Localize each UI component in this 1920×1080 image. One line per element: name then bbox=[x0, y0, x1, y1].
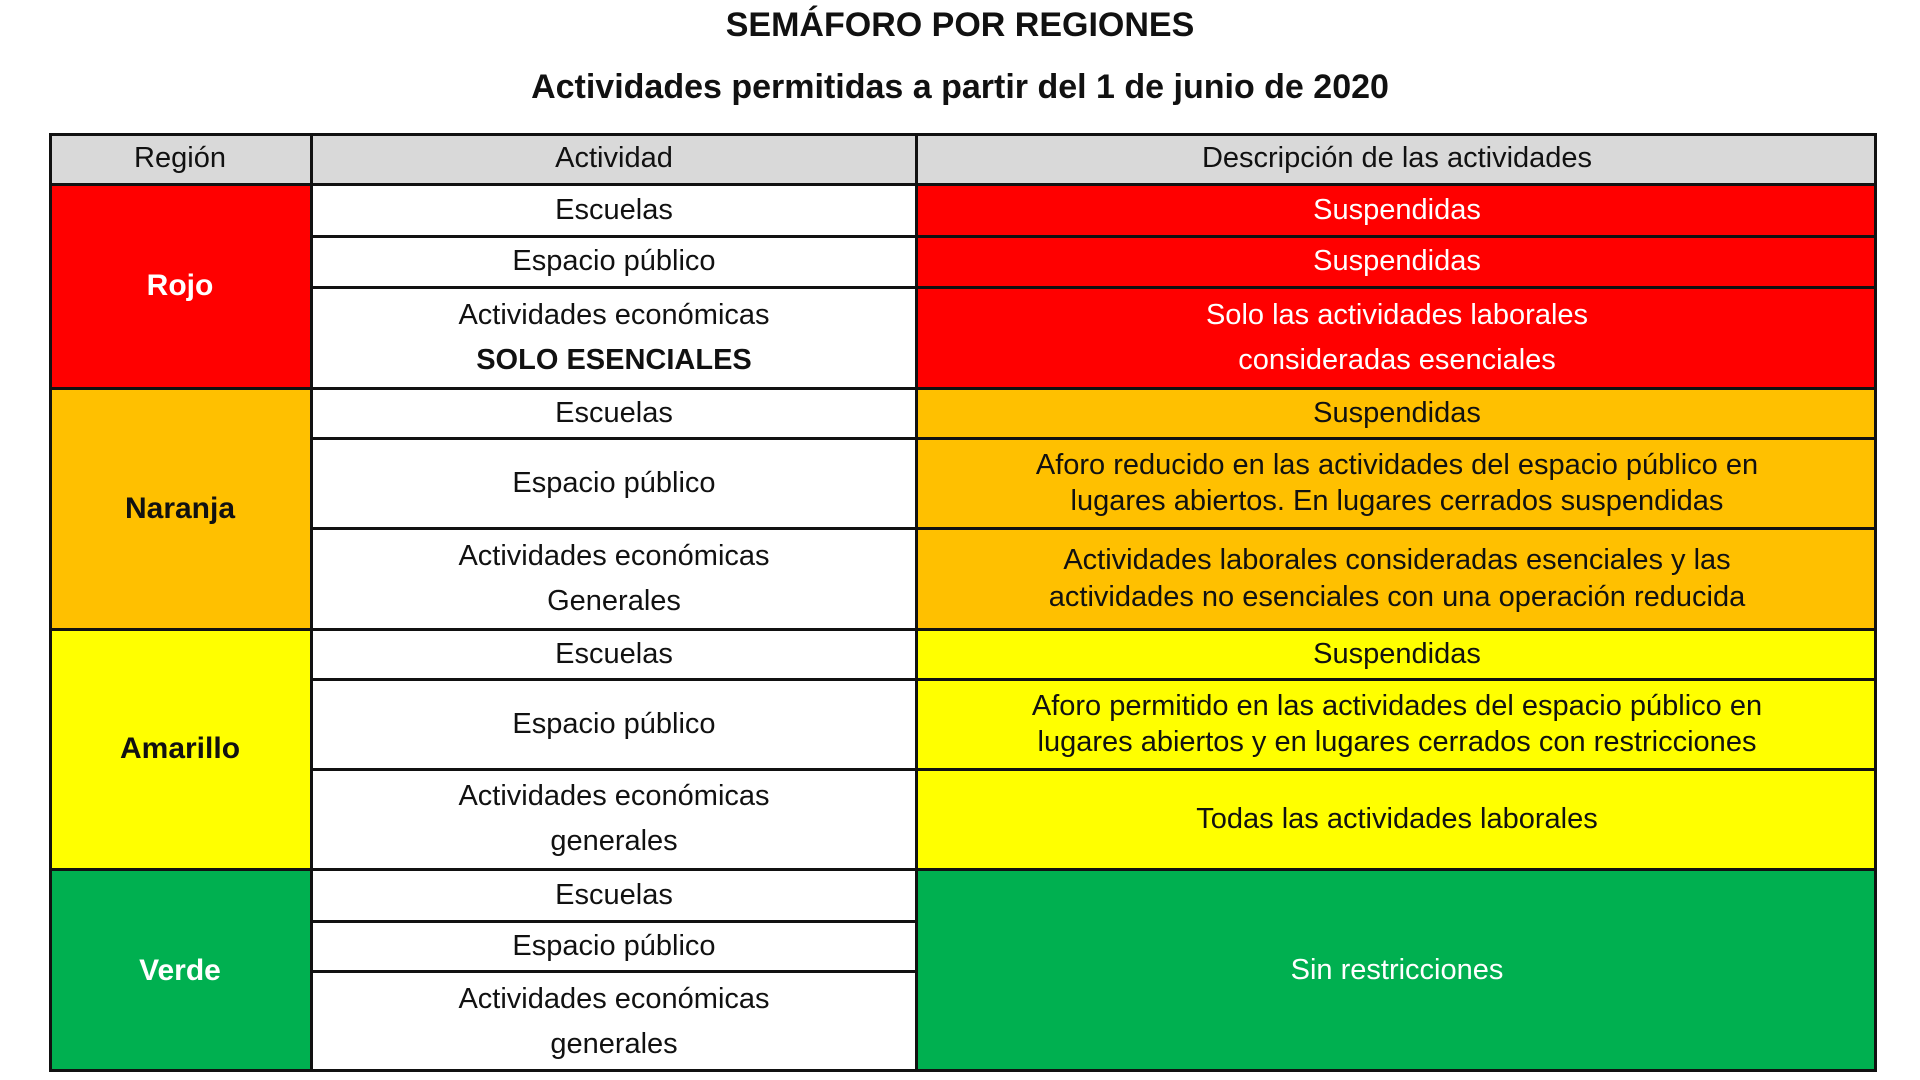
actividad-text: Escuelas bbox=[555, 396, 673, 429]
actividad-text: Escuelas bbox=[555, 637, 673, 670]
region-verde: Verde bbox=[49, 869, 311, 1072]
header-region: Región bbox=[49, 133, 311, 184]
actividad-text: Escuelas bbox=[555, 193, 673, 226]
col-divider bbox=[310, 133, 313, 1072]
actividad-text: Actividades económicas bbox=[458, 982, 770, 1015]
row-divider bbox=[311, 970, 917, 973]
row-divider bbox=[49, 628, 1877, 631]
actividad-text: Espacio público bbox=[512, 929, 716, 962]
row-divider bbox=[49, 183, 1877, 186]
descripcion-text: Aforo reducido en las actividades del espacio público en bbox=[1035, 448, 1759, 481]
row-divider bbox=[311, 286, 1877, 289]
header-descripcion: Descripción de las actividades bbox=[917, 133, 1877, 184]
actividad-cell bbox=[311, 921, 917, 971]
border-left bbox=[49, 133, 52, 1072]
border-top bbox=[49, 133, 1877, 136]
actividad-text: Espacio público bbox=[512, 707, 716, 740]
descripcion-cell bbox=[917, 769, 1877, 869]
descripcion-text: actividades no esenciales con una operación reducida bbox=[1048, 580, 1746, 613]
actividad-cell bbox=[311, 679, 917, 769]
descripcion-text: Aforo permitido en las actividades del espacio público en bbox=[1031, 689, 1763, 722]
row-divider bbox=[311, 768, 1877, 771]
actividad-emphasis: SOLO ESENCIALES bbox=[476, 343, 752, 376]
descripcion-cell bbox=[917, 388, 1877, 438]
region-amarillo: Amarillo bbox=[49, 629, 311, 869]
actividad-cell bbox=[311, 869, 917, 921]
header-actividad: Actividad bbox=[311, 133, 917, 184]
actividad-text: Escuelas bbox=[555, 878, 673, 911]
actividad-cell bbox=[311, 971, 917, 1072]
semaforo-table bbox=[49, 133, 1877, 1072]
descripcion-cell-merged bbox=[917, 869, 1877, 1072]
col-divider bbox=[915, 133, 918, 1072]
actividad-text: generales bbox=[550, 825, 678, 857]
descripcion-cell bbox=[917, 287, 1877, 388]
descripcion-cell bbox=[917, 184, 1877, 236]
descripcion-text: Suspendidas bbox=[1313, 193, 1481, 226]
actividad-cell bbox=[311, 184, 917, 236]
actividad-cell bbox=[311, 528, 917, 629]
region-naranja: Naranja bbox=[49, 388, 311, 629]
row-divider bbox=[311, 527, 1877, 530]
actividad-cell bbox=[311, 388, 917, 438]
descripcion-text: lugares abiertos. En lugares cerrados suspendidas bbox=[1070, 485, 1724, 517]
actividad-cell bbox=[311, 236, 917, 287]
actividad-cell bbox=[311, 769, 917, 869]
actividad-text: generales bbox=[550, 1027, 678, 1060]
actividad-text: Generales bbox=[547, 584, 681, 617]
descripcion-cell bbox=[917, 438, 1877, 528]
border-right bbox=[1874, 133, 1877, 1072]
descripcion-cell bbox=[917, 236, 1877, 287]
page-title: SEMÁFORO POR REGIONES bbox=[725, 6, 1195, 44]
region-rojo: Rojo bbox=[49, 184, 311, 388]
descripcion-text: lugares abiertos y en lugares cerrados con restricciones bbox=[1037, 726, 1757, 758]
descripcion-text: Solo las actividades laborales bbox=[1205, 298, 1589, 331]
row-divider bbox=[311, 437, 1877, 440]
row-divider bbox=[49, 868, 1877, 871]
descripcion-text: Todas las actividades laborales bbox=[1196, 802, 1598, 835]
actividad-text: Actividades económicas bbox=[458, 780, 770, 813]
actividad-text: Actividades económicas bbox=[458, 298, 770, 331]
actividad-text: Actividades económicas bbox=[458, 539, 770, 572]
descripcion-cell bbox=[917, 528, 1877, 629]
row-divider bbox=[311, 678, 1877, 681]
actividad-cell bbox=[311, 287, 917, 388]
actividad-cell bbox=[311, 438, 917, 528]
row-divider bbox=[49, 387, 1877, 390]
descripcion-cell bbox=[917, 629, 1877, 679]
descripcion-text: Suspendidas bbox=[1313, 396, 1481, 429]
descripcion-text: Suspendidas bbox=[1313, 637, 1481, 670]
page-subtitle: Actividades permitidas a partir del 1 de junio de 2020 bbox=[531, 68, 1389, 106]
actividad-text: Espacio público bbox=[512, 466, 716, 499]
descripcion-text: consideradas esenciales bbox=[1238, 343, 1556, 376]
descripcion-cell bbox=[917, 679, 1877, 769]
actividad-text: Espacio público bbox=[512, 245, 716, 278]
descripcion-text: Sin restricciones bbox=[1290, 954, 1504, 987]
descripcion-text: Suspendidas bbox=[1313, 245, 1481, 278]
border-bottom bbox=[49, 1069, 1877, 1072]
descripcion-text: Actividades laborales consideradas esenciales y las bbox=[1063, 544, 1731, 577]
actividad-cell bbox=[311, 629, 917, 679]
row-divider bbox=[311, 920, 917, 923]
row-divider bbox=[311, 235, 1877, 238]
